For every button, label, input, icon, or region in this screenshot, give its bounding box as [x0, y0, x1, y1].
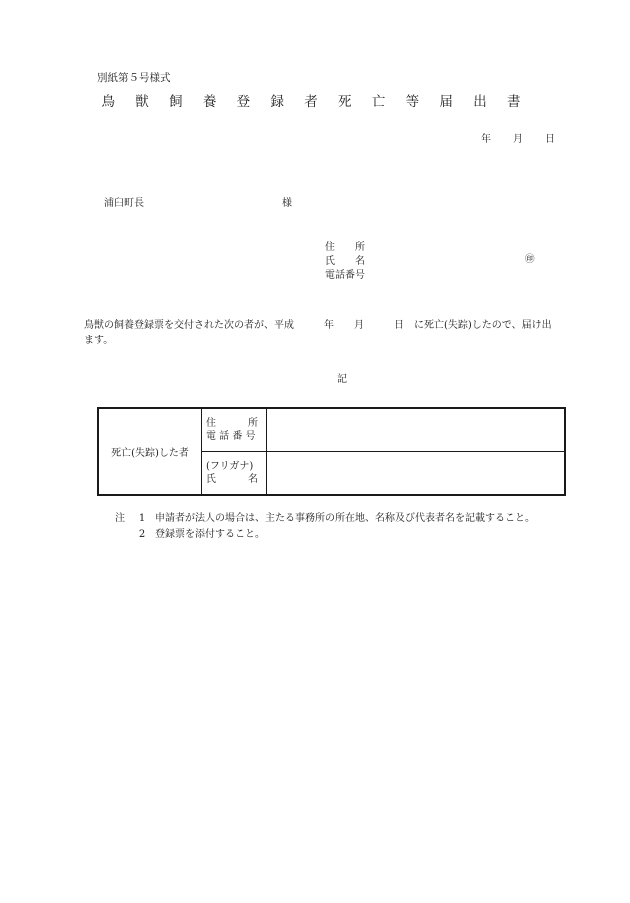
note-text: 申請者が法人の場合は、主たる事務所の所在地、名称及び代表者名を記載すること。 — [155, 513, 535, 524]
note-item — [115, 511, 535, 527]
date-line — [481, 130, 555, 145]
date-day-label: 日 — [545, 134, 555, 145]
deceased-info-table — [97, 407, 566, 496]
phone-label: 電 話 番 号 — [206, 431, 256, 442]
applicant-phone-label: 電話番号 — [325, 270, 365, 281]
applicant-name-label: 氏 名 — [325, 256, 365, 267]
form-number: 別紙第５号様式 — [97, 72, 171, 84]
ki-heading: 記 — [337, 374, 347, 385]
document-title: 鳥 獣 飼 養 登 録 者 死 亡 等 届 出 書 — [101, 94, 529, 110]
name-label-part1: 氏 — [206, 474, 216, 485]
seal-mark: ㊞ — [525, 254, 535, 265]
name-value[interactable] — [267, 452, 566, 496]
address-phone-value[interactable] — [267, 408, 566, 452]
date-year-label: 年 — [481, 134, 491, 145]
date-month-label: 月 — [513, 134, 523, 145]
note-number: 2 — [138, 529, 146, 540]
addressee-honorific: 様 — [282, 198, 292, 209]
address-phone-label-cell — [202, 408, 267, 452]
addressee-name: 浦臼町長 — [104, 198, 144, 209]
address-label-part1: 住 — [206, 418, 216, 429]
address-label — [206, 417, 258, 430]
notes — [115, 511, 535, 543]
name-label — [206, 473, 258, 486]
applicant-address-label: 住 所 — [325, 242, 365, 253]
note-prefix: 注 — [115, 513, 125, 524]
note-text: 登録票を添付すること。 — [155, 529, 265, 540]
body-text: 鳥獣の飼養登録票を交付された次の者が、平成 年 月 日 に死亡(失踪)したので、届け出ます。 — [84, 320, 552, 346]
table-row — [98, 408, 565, 452]
deceased-label: 死亡(失踪)した者 — [98, 408, 202, 495]
address-label-part2: 所 — [248, 418, 258, 429]
name-label-part2: 名 — [248, 474, 258, 485]
furigana-label: (フリガナ) — [206, 461, 254, 472]
furigana-name-label-cell — [202, 452, 267, 496]
note-item — [115, 527, 535, 543]
note-number: 1 — [138, 513, 146, 524]
